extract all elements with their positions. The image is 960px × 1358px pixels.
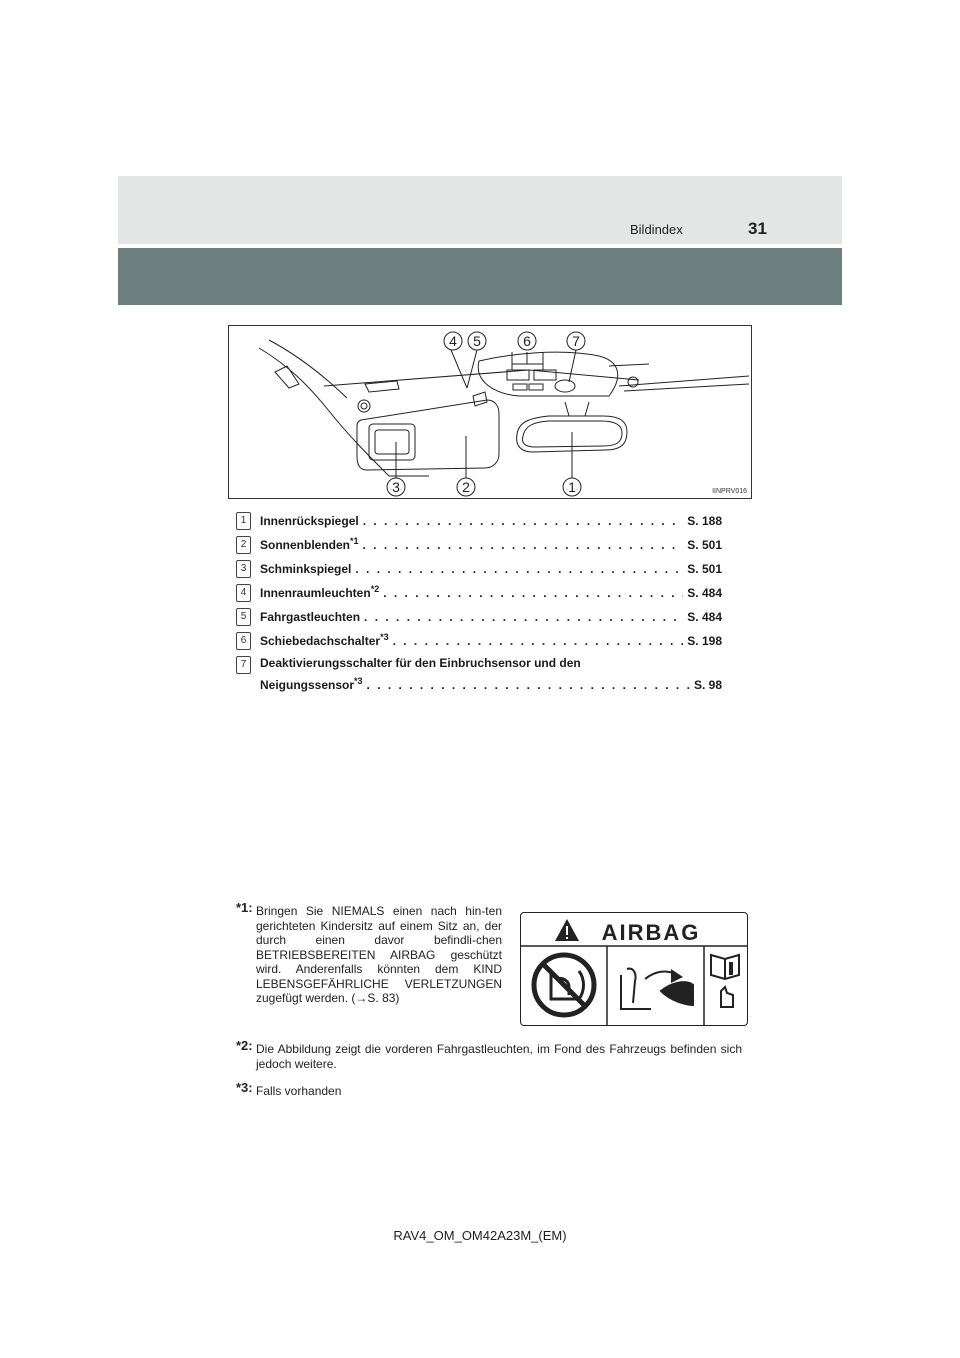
item-number-badge: 5	[236, 608, 251, 626]
warning-triangle-icon	[555, 919, 579, 941]
list-item	[236, 606, 722, 628]
list-item	[236, 582, 722, 604]
leader-dots	[393, 634, 684, 648]
item-label: Fahrgastleuchten	[260, 610, 361, 624]
page-reference: S. 501	[687, 538, 722, 552]
interior-line-drawing	[229, 326, 751, 498]
item-label: Innenraumleuchten	[260, 586, 371, 600]
callout-2: 2	[462, 479, 470, 495]
callout-5: 5	[473, 333, 481, 349]
figure-id-label: IINPRV016	[712, 488, 747, 495]
airbag-title: AIRBAG	[601, 920, 701, 945]
footnote-2	[236, 1038, 744, 1076]
item-number-badge: 1	[236, 512, 251, 530]
item-footnote-marker: *2	[370, 584, 380, 594]
section-title: Bildindex	[630, 222, 683, 237]
item-label-line1: Deaktivierungsschalter für den Einbruchsensor und den	[260, 656, 581, 670]
item-number-badge: 4	[236, 584, 251, 602]
footnote-text: Falls vorhanden	[256, 1084, 342, 1098]
footnote-text: Bringen Sie NIEMALS einen nach hin-ten gerichteten Kindersitz auf einem Sitz an, der durch einen davor befindli-chen BETRIEBSBEREITEN AIRBAG geschützt wird. Anderenfalls könnten dem KIND LEBENSGEFÄHRLICHE VERLETZUNGEN zugefügt werden. (→S. 83)	[256, 904, 502, 1005]
item-number-badge: 2	[236, 536, 251, 554]
list-item	[236, 654, 722, 698]
leader-dots	[364, 610, 683, 624]
item-number-badge: 7	[236, 656, 251, 674]
footnote-1	[236, 900, 504, 1034]
leader-dots	[363, 514, 684, 528]
page-reference: S. 188	[687, 514, 722, 528]
page-reference: S. 484	[687, 586, 722, 600]
header-band	[118, 176, 842, 244]
item-footnote-marker: *3	[354, 676, 363, 686]
item-label: Schminkspiegel	[260, 562, 352, 576]
leader-dots	[363, 538, 684, 552]
item-number-badge: 3	[236, 560, 251, 578]
list-item	[236, 630, 722, 652]
page-reference: S. 198	[687, 634, 722, 648]
seat-airbag-deploy-icon	[621, 969, 693, 1009]
list-item	[236, 558, 722, 580]
page-reference: S. 484	[687, 610, 722, 624]
document-code: RAV4_OM_OM42A23M_(EM)	[393, 1228, 567, 1243]
item-label: Neigungssensor	[260, 678, 355, 692]
callout-3: 3	[392, 479, 400, 495]
leader-dots	[367, 678, 690, 692]
overhead-interior-illustration	[228, 325, 752, 499]
footnote-marker: *1:	[236, 900, 253, 915]
callout-6: 6	[523, 333, 531, 349]
callout-7: 7	[572, 333, 580, 349]
leader-dots	[383, 586, 683, 600]
callout-1: 1	[568, 479, 576, 495]
footnote-3	[236, 1080, 744, 1102]
item-label: Innenrückspiegel	[260, 514, 359, 528]
page-reference: S. 98	[693, 678, 722, 692]
item-footnote-marker: *1	[350, 536, 359, 546]
item-label: Schiebedachschalter	[260, 634, 381, 648]
footnote-marker: *3:	[236, 1080, 253, 1095]
callout-4: 4	[449, 333, 457, 349]
item-label: Sonnenblenden	[260, 538, 350, 552]
item-footnote-marker: *3	[380, 632, 389, 642]
list-item	[236, 534, 722, 556]
list-item	[236, 510, 722, 532]
page-reference: S. 501	[687, 562, 722, 576]
item-number-badge: 6	[236, 632, 251, 650]
footnote-text: Die Abbildung zeigt die vorderen Fahrgastleuchten, im Fond des Fahrzeugs befinden sich jedoch weitere.	[256, 1042, 742, 1071]
airbag-warning-label	[520, 912, 748, 1026]
airbag-warning-graphic	[521, 913, 747, 1025]
no-rear-facing-seat-icon	[534, 955, 594, 1015]
header-bar	[118, 248, 842, 305]
page-number: 31	[748, 219, 767, 238]
leader-dots	[355, 562, 683, 576]
footnote-marker: *2:	[236, 1038, 253, 1053]
read-manual-icon	[711, 955, 739, 1007]
